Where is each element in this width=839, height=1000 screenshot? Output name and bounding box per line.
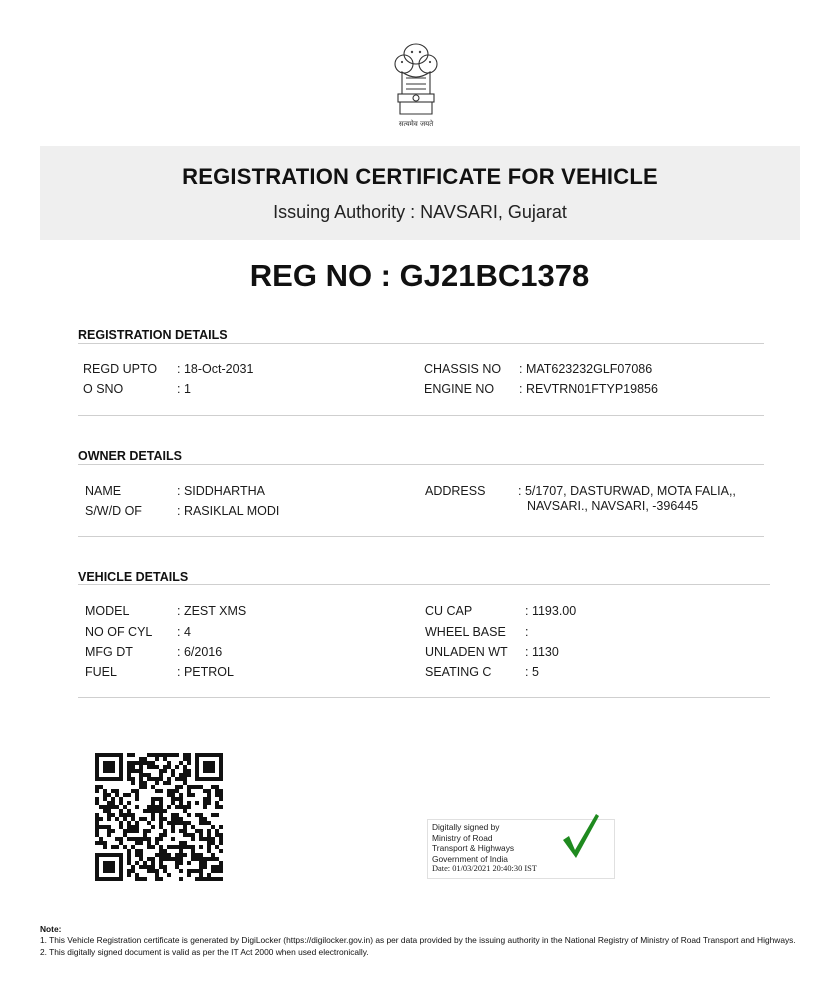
o-sno-value: : 1: [177, 382, 191, 396]
seating-c-label: SEATING C: [425, 665, 492, 679]
model-label: MODEL: [85, 604, 130, 618]
wheel-base-label: WHEEL BASE: [425, 625, 506, 639]
seating-c-value: : 5: [525, 665, 539, 679]
swd-of-value: : RASIKLAL MODI: [177, 504, 280, 518]
address-label: ADDRESS: [425, 484, 486, 498]
unladen-wt-value: : 1130: [525, 645, 559, 659]
owner-name-label: NAME: [85, 484, 122, 498]
owner-details-title: OWNER DETAILS: [78, 449, 182, 463]
vehicle-details-title: VEHICLE DETAILS: [78, 570, 189, 584]
divider: [78, 415, 764, 416]
chassis-no-label: CHASSIS NO: [424, 362, 502, 376]
signature-line: Transport & Highways: [432, 843, 515, 854]
divider: [78, 536, 764, 537]
checkmark-icon: [561, 812, 601, 860]
o-sno-label: O SNO: [83, 382, 124, 396]
engine-no-label: ENGINE NO: [424, 382, 495, 396]
divider: [78, 584, 770, 585]
cu-cap-value: : 1193.00: [525, 604, 577, 618]
registration-number: REG NO : GJ21BC1378: [249, 258, 590, 293]
fuel-value: : PETROL: [177, 665, 234, 679]
wheel-base-value: :: [525, 625, 529, 639]
emblem-motto: सत्यमेव जयते: [398, 120, 434, 128]
chassis-no-value: : MAT623232GLF07086: [519, 362, 653, 376]
signature-line: Ministry of Road: [432, 832, 493, 843]
certificate-title: REGISTRATION CERTIFICATE FOR VEHICLE: [182, 164, 658, 189]
swd-of-label: S/W/D OF: [85, 504, 142, 518]
qr-code-icon: [95, 753, 223, 881]
fuel-label: FUEL: [85, 665, 117, 679]
certificate-header: [40, 146, 800, 240]
owner-name-value: : SIDDHARTHA: [177, 484, 265, 498]
notes-section: [40, 924, 810, 958]
no-of-cyl-value: : 4: [177, 625, 191, 639]
address-line2: NAVSARI., NAVSARI, -396445: [527, 499, 699, 513]
no-of-cyl-label: NO OF CYL: [85, 625, 153, 639]
signature-date: Date: 01/03/2021 20:40:30 IST: [432, 864, 537, 874]
mfg-dt-label: MFG DT: [85, 645, 133, 659]
digital-signature-box: [427, 819, 615, 879]
regd-upto-label: REGD UPTO: [83, 362, 158, 376]
registration-details-title: REGISTRATION DETAILS: [78, 328, 228, 342]
signature-text: [432, 822, 537, 875]
mfg-dt-value: : 6/2016: [177, 645, 223, 659]
signature-line: Digitally signed by: [432, 822, 500, 832]
regd-upto-value: : 18-Oct-2031: [177, 362, 254, 376]
divider: [78, 343, 764, 344]
note-item: 1. This Vehicle Registration certificate is generated by DigiLocker (https://digilocker.gov.in) as per data provided by the issuing authority in the National Registry of Ministry of Road Transport and Highways.: [40, 935, 796, 946]
engine-no-value: : REVTRN01FTYP19856: [519, 382, 658, 396]
cu-cap-label: CU CAP: [425, 604, 473, 618]
note-item: 2. This digitally signed document is valid as per the IT Act 2000 when used electronically.: [40, 946, 369, 957]
divider: [78, 697, 770, 698]
unladen-wt-label: UNLADEN WT: [425, 645, 508, 659]
model-value: : ZEST XMS: [177, 604, 247, 618]
issuing-authority: Issuing Authority : NAVSARI, Gujarat: [273, 202, 567, 222]
address-line1: : 5/1707, DASTURWAD, MOTA FALIA,,: [518, 484, 736, 498]
notes-title: Note:: [40, 924, 62, 934]
signature-line: Government of India: [432, 853, 508, 864]
divider: [78, 464, 764, 465]
state-emblem-icon: [382, 38, 450, 132]
